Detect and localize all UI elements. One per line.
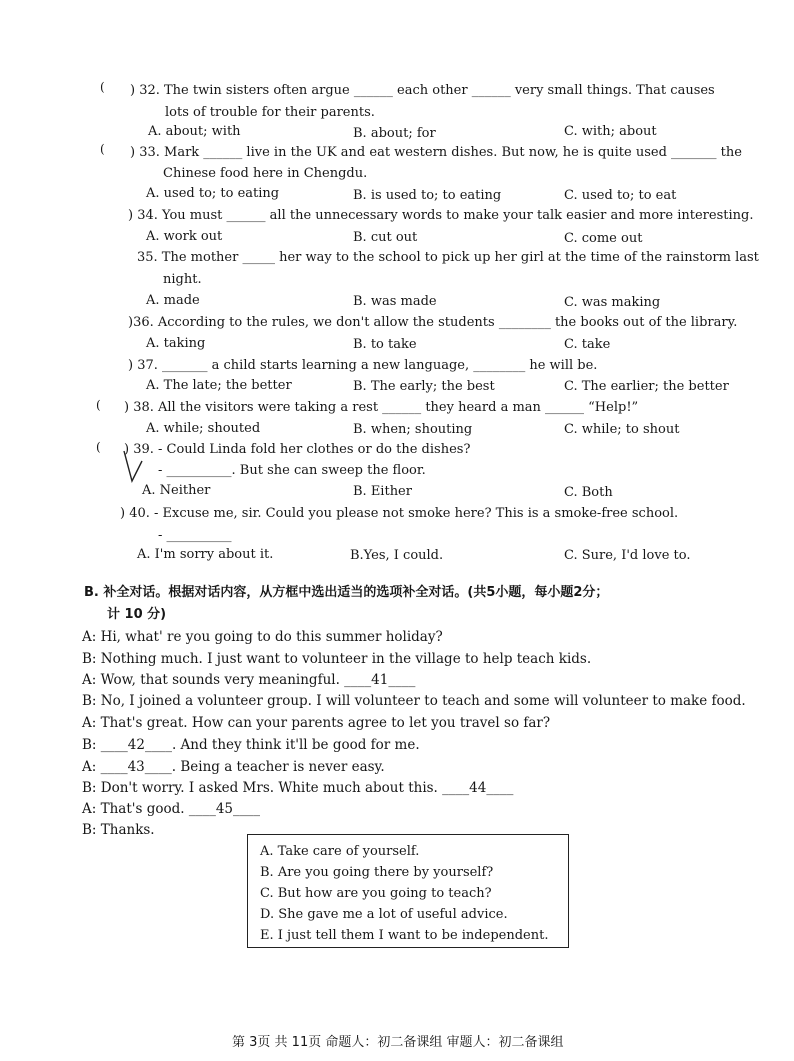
question-35-cont: night. [163,272,202,287]
question-33: ) 33. Mark ______ live in the UK and eat western dishes. But now, he is quite used _______ the [130,145,742,160]
dialogue-line: B: Don't worry. I asked Mrs. White much about this. ____44____ [82,780,514,796]
option-a: A. about; with [148,124,241,139]
question-40-cont: - __________ [158,528,232,543]
option-b: B. about; for [353,126,436,141]
question-37: ) 37. _______ a child starts learning a new language, ________ he will be. [128,358,598,373]
option-c: C. come out [564,231,643,246]
option-b: B. Either [353,484,412,499]
option-c: C. Sure, I'd love to. [564,548,691,563]
option-c: C. while; to shout [564,422,680,437]
option-b: B. when; shouting [353,422,473,437]
option-a: A. The late; the better [146,378,292,393]
option-a: A. while; shouted [146,421,261,436]
section-b-title-cont: 计 10 分) [107,607,167,622]
option-item: D. She gave me a lot of useful advice. [260,907,508,922]
answer-paren: ( [100,142,105,156]
question-33-cont: Chinese food here in Chengdu. [163,166,368,181]
option-c: C. was making [564,295,661,310]
question-35: 35. The mother _____ her way to the school to pick up her girl at the time of the rainstorm last [137,250,759,265]
option-a: A. Neither [142,483,211,498]
question-39-cont: - __________. But she can sweep the floor. [158,463,426,478]
dialogue-line: B: Thanks. [82,822,155,838]
option-b: B. The early; the best [353,379,495,394]
option-item: A. Take care of yourself. [260,844,420,859]
option-a: A. taking [146,336,206,351]
option-c: C. The earlier; the better [564,379,729,394]
option-c: C. Both [564,485,613,500]
dialogue-line: A: That's good. ____45____ [82,801,260,817]
option-c: C. take [564,337,611,352]
option-b: B.Yes, I could. [350,548,444,563]
option-item: E. I just tell them I want to be independent. [260,928,549,943]
option-item: C. But how are you going to teach? [260,886,492,901]
options-box [247,834,569,948]
question-38: ) 38. All the visitors were taking a rest ______ they heard a man ______ “Help!” [124,400,639,415]
option-b: B. cut out [353,230,418,245]
question-32-cont: lots of trouble for their parents. [165,105,375,120]
dialogue-line: B: ____42____. And they think it'll be good for me. [82,737,420,753]
option-b: B. is used to; to eating [353,188,502,203]
answer-paren: ( [100,80,105,94]
option-item: B. Are you going there by yourself? [260,865,494,880]
checkmark-icon [120,447,146,487]
question-36: )36. According to the rules, we don't allow the students ________ the books out of the library. [128,315,738,330]
question-40: ) 40. - Excuse me, sir. Could you please not smoke here? This is a smoke-free school. [120,506,679,521]
dialogue-line: B: No, I joined a volunteer group. I will volunteer to teach and some will volunteer to make food. [82,693,746,709]
section-b-title: B. 补全对话。根据对话内容，从方框中选出适当的选项补全对话。(共5小题，每小题2分； [84,585,609,600]
option-c: C. with; about [564,124,657,139]
option-c: C. used to; to eat [564,188,677,203]
page-footer: 第 3页 共 11页 命题人：初二备课组 审题人：初二备课组 [232,1035,564,1050]
dialogue-line: B: Nothing much. I just want to volunteer in the village to help teach kids. [82,651,592,667]
dialogue-line: A: Hi, what' re you going to do this summer holiday? [82,629,443,645]
dialogue-line: A: That's great. How can your parents agree to let you travel so far? [82,715,551,731]
option-a: A. work out [146,229,223,244]
option-b: B. to take [353,337,417,352]
dialogue-line: A: ____43____. Being a teacher is never easy. [82,759,385,775]
answer-paren: ( [96,398,101,412]
option-a: A. made [146,293,200,308]
option-b: B. was made [353,294,437,309]
dialogue-line: A: Wow, that sounds very meaningful. ____41____ [82,672,416,688]
question-34: ) 34. You must ______ all the unnecessary words to make your talk easier and more interesting. [128,208,754,223]
question-39: ) 39. - Could Linda fold her clothes or do the dishes? [124,442,471,457]
option-a: A. I'm sorry about it. [137,547,274,562]
question-32: ) 32. The twin sisters often argue ______ each other ______ very small things. That causes [130,83,715,98]
option-a: A. used to; to eating [146,186,280,201]
answer-paren: ( [96,440,101,454]
